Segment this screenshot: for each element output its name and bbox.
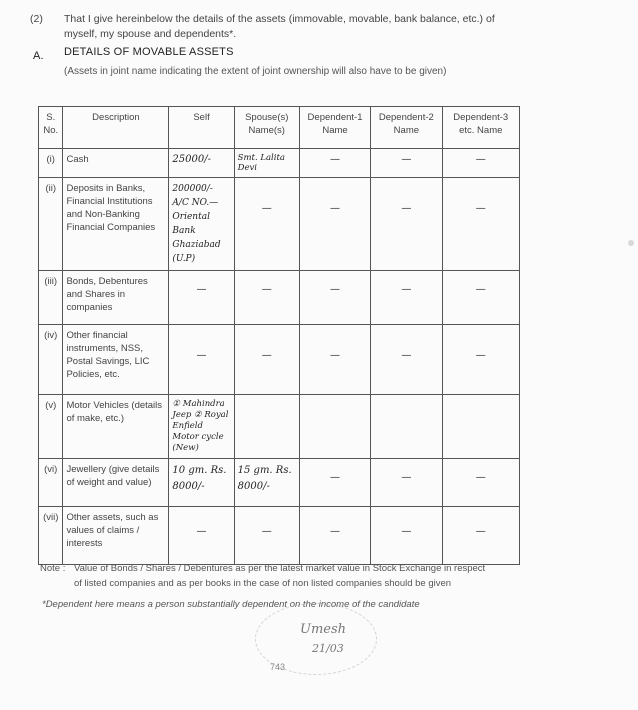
self-value: — <box>169 271 234 325</box>
spouse-value: — <box>234 325 299 395</box>
intro-line-2: myself, my spouse and dependents*. <box>64 28 237 40</box>
intro-line-1: That I give hereinbelow the details of the assets (immovable, movable, bank balance, etc.) of <box>64 13 495 25</box>
dependent-2-value <box>371 395 442 459</box>
stamp-signature: Umesh <box>300 622 347 637</box>
table-row <box>39 507 520 565</box>
self-value: 25000/- <box>169 149 234 178</box>
dependent-1-value: — <box>299 459 370 507</box>
spouse-value: — <box>234 178 299 271</box>
dependent-3-value: — <box>442 459 519 507</box>
spouse-value: — <box>234 507 299 565</box>
dependent-3-value: — <box>442 149 519 178</box>
table-header-row <box>39 107 520 149</box>
row-number: (iii) <box>39 271 63 325</box>
dependent-2-value: — <box>371 325 442 395</box>
header-sno: S. No. <box>39 107 63 149</box>
header-dependent-1: Dependent-1 Name <box>299 107 370 149</box>
spouse-value: Smt. Lalita Devi <box>234 149 299 178</box>
header-dependent-2: Dependent-2 Name <box>371 107 442 149</box>
row-description: Motor Vehicles (details of make, etc.) <box>63 395 169 459</box>
row-description: Other financial instruments, NSS, Postal Savings, LIC Policies, etc. <box>63 325 169 395</box>
row-description: Deposits in Banks, Financial Institutions and Non-Banking Financial Companies <box>63 178 169 271</box>
table-row <box>39 395 520 459</box>
row-number: (i) <box>39 149 63 178</box>
header-spouse: Spouse(s) Name(s) <box>234 107 299 149</box>
dependent-1-value: — <box>299 507 370 565</box>
self-value: 10 gm. Rs. 8000/- <box>169 459 234 507</box>
self-value: ① Mahindra Jeep ② Royal Enfield Motor cycle (New) <box>169 395 234 459</box>
header-self: Self <box>169 107 234 149</box>
dependent-1-value: — <box>299 325 370 395</box>
dependent-3-value: — <box>442 178 519 271</box>
table-row <box>39 149 520 178</box>
section-title: DETAILS OF MOVABLE ASSETS <box>64 46 234 58</box>
row-number: (vii) <box>39 507 63 565</box>
row-number: (v) <box>39 395 63 459</box>
dependent-1-value <box>299 395 370 459</box>
dependent-2-value: — <box>371 459 442 507</box>
spouse-value: — <box>234 271 299 325</box>
header-dependent-3: Dependent-3 etc. Name <box>442 107 519 149</box>
stamp-date: 21/03 <box>312 642 344 655</box>
note-line-2: of listed companies and as per books in the case of non listed companies should be given <box>74 578 452 589</box>
self-value: — <box>169 507 234 565</box>
section-letter: A. <box>33 50 44 62</box>
dependent-1-value: — <box>299 178 370 271</box>
table-row <box>39 271 520 325</box>
table-row <box>39 178 520 271</box>
dependent-1-value: — <box>299 271 370 325</box>
row-description: Cash <box>63 149 169 178</box>
row-number: (ii) <box>39 178 63 271</box>
row-number: (iv) <box>39 325 63 395</box>
note-label: Note : <box>40 563 66 574</box>
page-number: 743 <box>270 662 286 672</box>
row-description: Jewellery (give details of weight and value) <box>63 459 169 507</box>
table-row <box>39 459 520 507</box>
dependent-2-value: — <box>371 149 442 178</box>
movable-assets-table <box>38 106 520 565</box>
footnote: *Dependent here means a person substantially dependent on the income of the candidate <box>42 599 420 610</box>
row-number: (vi) <box>39 459 63 507</box>
note-line-1: Value of Bonds / Shares / Debentures as per the latest market value in Stock Exchange in respect <box>74 563 486 574</box>
dependent-2-value: — <box>371 178 442 271</box>
row-description: Other assets, such as values of claims / interests <box>63 507 169 565</box>
spouse-value <box>234 395 299 459</box>
dependent-2-value: — <box>371 507 442 565</box>
dependent-3-value: — <box>442 271 519 325</box>
dependent-2-value: — <box>371 271 442 325</box>
dependent-1-value: — <box>299 149 370 178</box>
section-subtitle: (Assets in joint name indicating the extent of joint ownership will also have to be given) <box>64 66 447 77</box>
self-value: — <box>169 325 234 395</box>
intro-number: (2) <box>30 13 43 25</box>
table-row <box>39 325 520 395</box>
dependent-3-value: — <box>442 325 519 395</box>
self-value: 200000/- A/C NO.— Oriental Bank Ghaziabad (U.P) <box>169 178 234 271</box>
dependent-3-value <box>442 395 519 459</box>
header-description: Description <box>63 107 169 149</box>
spouse-value: 15 gm. Rs. 8000/- <box>234 459 299 507</box>
dependent-3-value: — <box>442 507 519 565</box>
scan-mark <box>628 240 634 246</box>
row-description: Bonds, Debentures and Shares in companies <box>63 271 169 325</box>
